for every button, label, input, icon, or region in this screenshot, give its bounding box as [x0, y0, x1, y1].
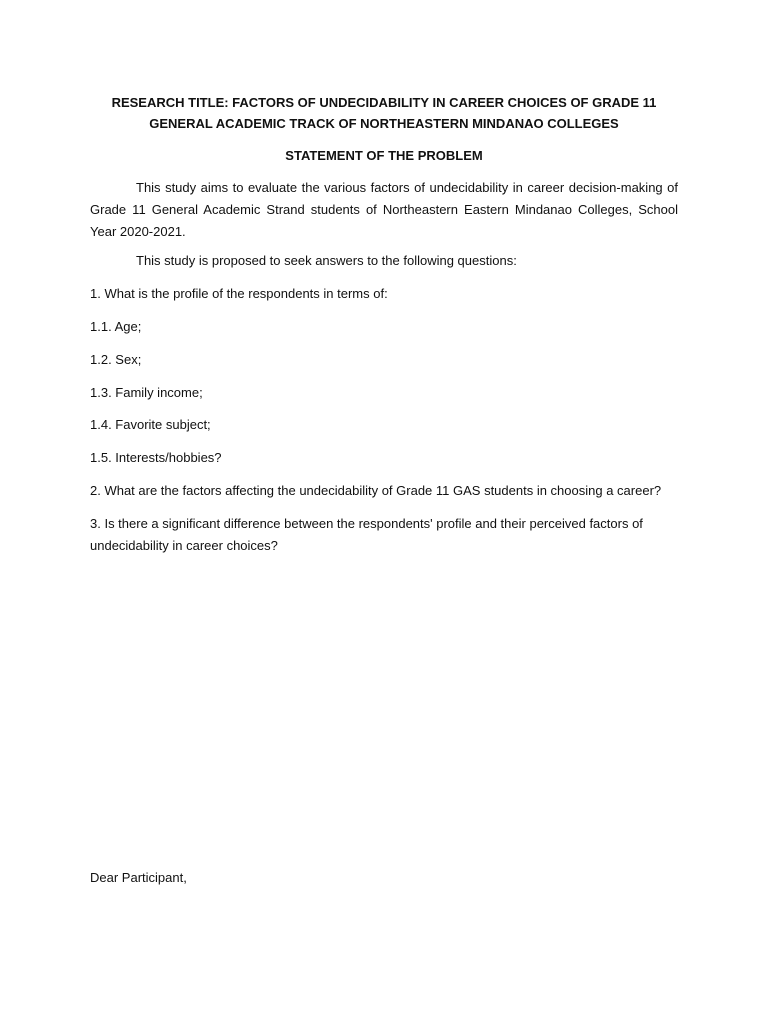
question-1: 1. What is the profile of the respondents in terms of:	[90, 286, 388, 301]
question-2: 2. What are the factors affecting the undecidability of Grade 11 GAS students in choosing a career?	[90, 483, 662, 498]
intro-paragraph: This study aims to evaluate the various factors of undecidability in career decision-making of Grade 11 General Academic Strand students of Northeastern Eastern Mindanao Colleges, School Year 2020-2021.	[90, 180, 678, 239]
lead-in-paragraph: This study is proposed to seek answers to the following questions:	[136, 253, 517, 268]
section-heading: STATEMENT OF THE PROBLEM	[285, 148, 483, 163]
research-title: RESEARCH TITLE: FACTORS OF UNDECIDABILITY IN CAREER CHOICES OF GRADE 11 GENERAL ACADEMIC TRACK OF NORTHEASTERN MINDANAO COLLEGES	[111, 95, 657, 131]
question-1-5: 1.5. Interests/hobbies?	[90, 450, 222, 465]
question-1-3: 1.3. Family income;	[90, 385, 203, 400]
question-1-4: 1.4. Favorite subject;	[90, 417, 211, 432]
salutation: Dear Participant,	[90, 870, 187, 885]
question-1-2: 1.2. Sex;	[90, 352, 142, 367]
question-3: 3. Is there a significant difference between the respondents' profile and their perceived factors of undecidability in career choices?	[90, 516, 643, 553]
question-1-1: 1.1. Age;	[90, 319, 142, 334]
